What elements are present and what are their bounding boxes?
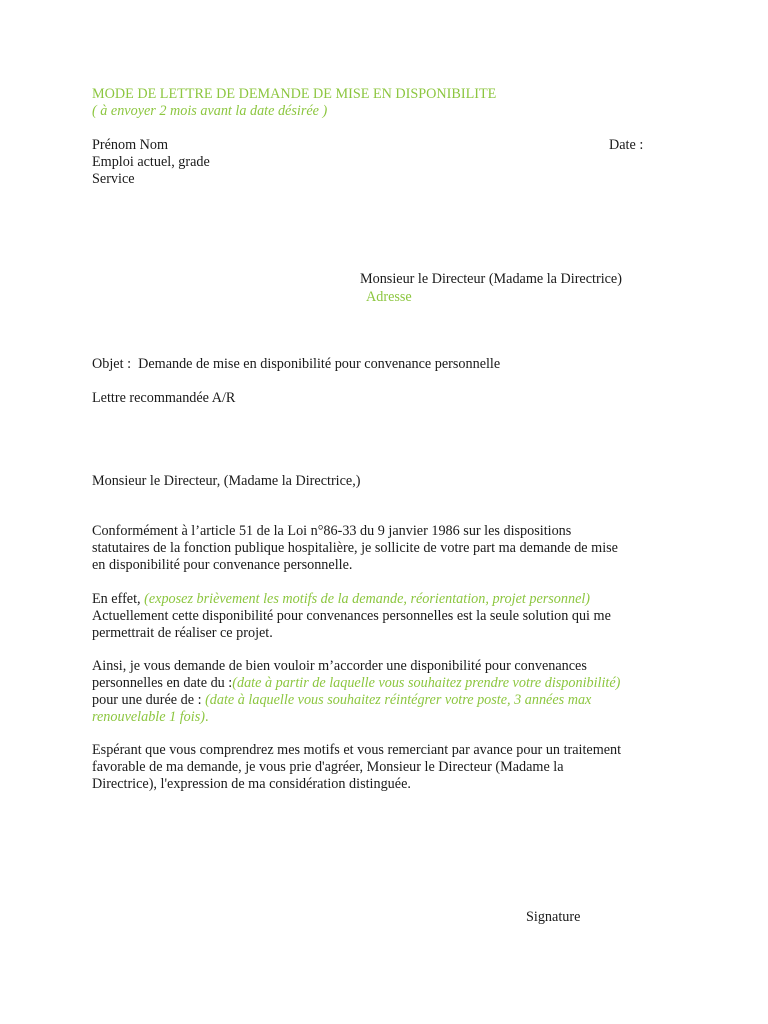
paragraph-line: statutaires de la fonction publique hospitalière, je sollicite de votre part ma demande de mise [92, 540, 618, 556]
duration-placeholder-cont: renouvelable 1 fois) [92, 709, 205, 725]
salutation: Monsieur le Directeur, (Madame la Directrice,) [92, 473, 361, 489]
paragraph-line: Ainsi, je vous demande de bien vouloir m’accorder une disponibilité pour convenances [92, 658, 587, 674]
duration-placeholder: (date à laquelle vous souhaitez réintégrer votre poste, 3 années max [205, 692, 592, 708]
start-date-placeholder: (date à partir de laquelle vous souhaitez prendre votre disponibilité) [232, 675, 621, 691]
signature-label: Signature [526, 909, 581, 925]
letter-subtitle: ( à envoyer 2 mois avant la date désirée ) [92, 103, 328, 119]
start-date-text: personnelles en date du : [92, 675, 233, 691]
recipient-title: Monsieur le Directeur (Madame la Directrice) [360, 271, 622, 287]
paragraph-line: permettrait de réaliser ce projet. [92, 625, 273, 641]
registered-mail-note: Lettre recommandée A/R [92, 390, 236, 406]
object-line [92, 356, 500, 373]
recipient-address: Adresse [366, 289, 412, 305]
paragraph-line: Espérant que vous comprendrez mes motifs et vous remerciant par avance pour un traitement [92, 742, 622, 758]
paragraph-line: en disponibilité pour convenance personnelle. [92, 557, 353, 573]
paragraph-line: Directrice), l'expression de ma considération distinguée. [92, 776, 411, 792]
motives-intro: En effet, [92, 591, 145, 607]
sender-service: Service [92, 171, 135, 187]
paragraph-motives [92, 591, 682, 642]
sender-job: Emploi actuel, grade [92, 154, 210, 170]
date-label: Date : [609, 137, 644, 153]
sender-name: Prénom Nom [92, 137, 169, 153]
object-label: Objet : [92, 356, 132, 372]
paragraph-line [92, 692, 682, 709]
letter-title: MODE DE LETTRE DE DEMANDE DE MISE EN DISPONIBILITE [92, 86, 497, 102]
duration-end-period: . [204, 709, 209, 725]
paragraph-line: favorable de ma demande, je vous prie d'agréer, Monsieur le Directeur (Madame la [92, 759, 564, 775]
paragraph-line [92, 591, 682, 608]
paragraph-line [92, 675, 682, 692]
paragraph-line: Conformément à l’article 51 de la Loi n°86-33 du 9 janvier 1986 sur les dispositions [92, 523, 572, 539]
paragraph-legal-basis [92, 523, 682, 574]
object-text: Demande de mise en disponibilité pour convenance personnelle [138, 356, 501, 372]
paragraph-request [92, 658, 682, 726]
motives-placeholder: (exposez brièvement les motifs de la demande, réorientation, projet personnel) [144, 591, 591, 607]
duration-text: pour une durée de : [92, 692, 206, 708]
paragraph-line: Actuellement cette disponibilité pour convenances personnelles est la seule solution qui me [92, 608, 611, 624]
paragraph-closing [92, 742, 682, 793]
paragraph-line [92, 709, 682, 726]
